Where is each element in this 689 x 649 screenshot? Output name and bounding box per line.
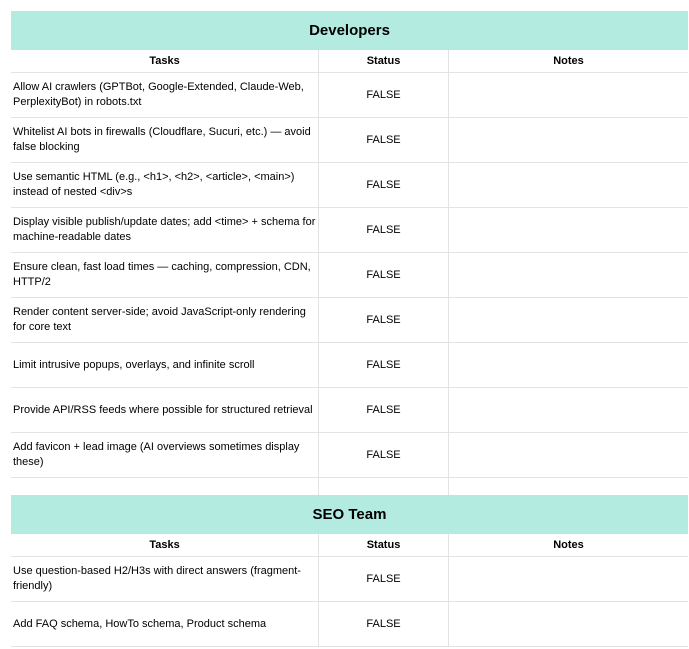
status-cell[interactable]: FALSE	[319, 557, 449, 601]
status-cell[interactable]: FALSE	[319, 118, 449, 162]
column-header-notes[interactable]: Notes	[553, 54, 584, 67]
notes-cell[interactable]	[449, 298, 688, 342]
notes-cell[interactable]	[449, 163, 688, 207]
column-header-status[interactable]: Status	[319, 50, 449, 72]
column-header-notes[interactable]: Notes	[553, 538, 584, 551]
task-cell[interactable]: Display visible publish/update dates; add <time> + schema for machine-readable dates	[11, 208, 319, 252]
column-header-row	[11, 50, 688, 73]
task-cell[interactable]: Use semantic HTML (e.g., <h1>, <h2>, <article>, <main>) instead of nested <div>s	[11, 163, 319, 207]
table-row	[11, 602, 688, 647]
table-row	[11, 433, 688, 478]
table-row	[11, 208, 688, 253]
task-cell[interactable]: Render content server-side; avoid JavaScript-only rendering for core text	[11, 298, 319, 342]
status-cell[interactable]: FALSE	[319, 602, 449, 646]
notes-cell[interactable]	[449, 118, 688, 162]
column-header-tasks[interactable]: Tasks	[11, 534, 319, 556]
table-row	[11, 557, 688, 602]
column-header-row	[11, 534, 688, 557]
column-header-status[interactable]: Status	[319, 534, 449, 556]
table-row	[11, 253, 688, 298]
notes-cell[interactable]	[449, 253, 688, 297]
notes-cell[interactable]	[449, 388, 688, 432]
notes-cell[interactable]	[449, 343, 688, 387]
status-cell[interactable]: FALSE	[319, 433, 449, 477]
empty-cell[interactable]	[319, 478, 449, 495]
table-row	[11, 118, 688, 163]
notes-cell[interactable]	[449, 73, 688, 117]
status-cell[interactable]: FALSE	[319, 163, 449, 207]
section-title: Developers	[309, 21, 390, 39]
task-cell[interactable]: Whitelist AI bots in firewalls (Cloudflare, Sucuri, etc.) — avoid false blocking	[11, 118, 319, 162]
task-cell[interactable]: Allow AI crawlers (GPTBot, Google-Extended, Claude-Web, PerplexityBot) in robots.txt	[11, 73, 319, 117]
table-row	[11, 298, 688, 343]
checklist-sheet	[11, 11, 688, 647]
task-cell[interactable]: Add FAQ schema, HowTo schema, Product schema	[11, 602, 319, 646]
task-cell[interactable]: Ensure clean, fast load times — caching, compression, CDN, HTTP/2	[11, 253, 319, 297]
task-cell[interactable]: Limit intrusive popups, overlays, and infinite scroll	[11, 343, 319, 387]
task-cell[interactable]: Provide API/RSS feeds where possible for structured retrieval	[11, 388, 319, 432]
task-cell[interactable]: Add favicon + lead image (AI overviews sometimes display these)	[11, 433, 319, 477]
section-header-developers	[11, 11, 688, 50]
notes-cell[interactable]	[449, 557, 688, 601]
section-title: SEO Team	[312, 505, 387, 523]
task-cell[interactable]: Use question-based H2/H3s with direct answers (fragment-friendly)	[11, 557, 319, 601]
section-header-seo-team	[11, 495, 688, 534]
empty-row	[11, 478, 688, 495]
table-row	[11, 73, 688, 118]
notes-cell[interactable]	[449, 433, 688, 477]
status-cell[interactable]: FALSE	[319, 73, 449, 117]
table-row	[11, 163, 688, 208]
status-cell[interactable]: FALSE	[319, 298, 449, 342]
status-cell[interactable]: FALSE	[319, 343, 449, 387]
table-row	[11, 343, 688, 388]
empty-cell[interactable]	[449, 478, 688, 495]
empty-cell[interactable]	[11, 478, 319, 495]
status-cell[interactable]: FALSE	[319, 388, 449, 432]
status-cell[interactable]: FALSE	[319, 208, 449, 252]
notes-cell[interactable]	[449, 208, 688, 252]
column-header-tasks[interactable]: Tasks	[11, 50, 319, 72]
status-cell[interactable]: FALSE	[319, 253, 449, 297]
notes-cell[interactable]	[449, 602, 688, 646]
table-row	[11, 388, 688, 433]
